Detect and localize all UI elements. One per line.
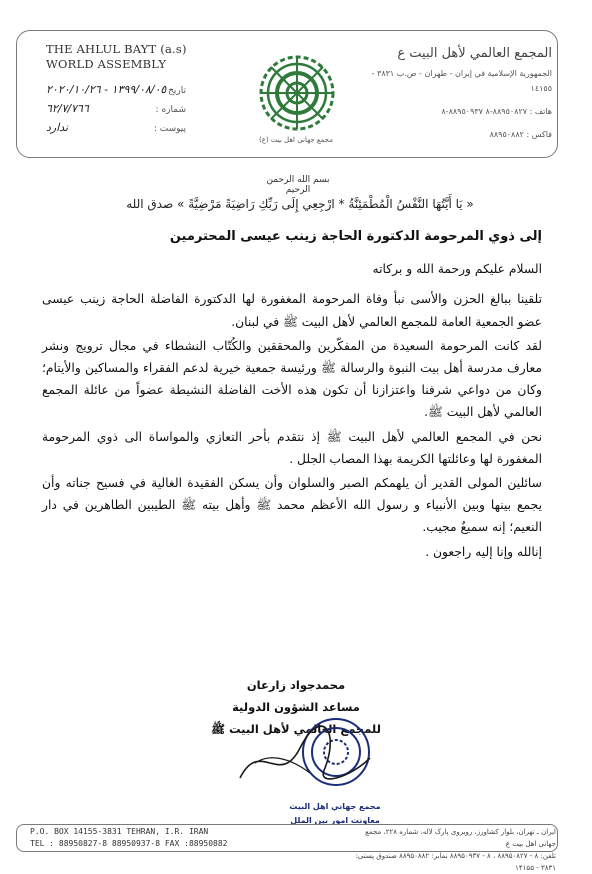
footer-fa-line1: ایران ـ تهران، بلوار کشاورز، روبروی پارک لاله، شماره ۲۲۸، مجمع جهانی اهل بیت ع — [365, 828, 556, 848]
paragraph-prayer: سائلين المولى القدير أن يلهمكم الصبر والسلوان وأن يسكن الفقيدة الغالية في فسيح جناته وأن يجمع بينها وبين الأنبياء و رسول الله الأعظم محمد ﷺ وأهل بيته ﷺ الطيبين الطاهرين في دار النعيم؛ إنه سميعٌ مجيب. — [42, 476, 542, 535]
address-line-1: الجمهورية الإسلامية في إيران - طهران - ص.ب ٣٨٣١ - ١٤١٥٥ — [371, 69, 552, 93]
basmala: بسم الله الرحمن الرحيم — [266, 175, 330, 195]
org-name-en-line2: WORLD ASSEMBLY — [46, 57, 167, 71]
date-label: تاريخ : — [162, 86, 186, 96]
seal-line-1: مجمع جهاني اهل البيت — [289, 802, 381, 811]
org-address-ar — [362, 66, 552, 150]
paragraph-condolences: نحن في المجمع العالمي لأهل البيت ﷺ إذ نتقدم بأحر التعازي والمواساة الى ذوي المرحومة المغفورة لها وعائلتها الكريمة بهذا المصاب الجلل . — [42, 429, 542, 466]
seal-line-2: معاونت امور بين الملل — [290, 816, 380, 825]
org-name-ar: المجمع العالمي لأهل البيت ع — [397, 46, 552, 61]
attachment-label: پیوست : — [153, 124, 186, 134]
closing-line: إنالله وإنا إليه راجعون . — [425, 544, 542, 559]
footer-contact-fa — [346, 826, 556, 874]
footer-en-line1: P.O. BOX 14155-3831 TEHRAN, I.R. IRAN — [30, 827, 209, 836]
letter-body — [42, 226, 542, 565]
signatory-org: للمجمع العالمي لأهل البيت ﷺ — [211, 722, 381, 736]
number-label: شماره : — [155, 105, 186, 115]
recipient-line: إلى ذوي المرحومة الدكتورة الحاجة زينب عيسى المحترمين — [169, 229, 542, 244]
paragraph-condolence-news: تلقينا ببالغ الحزن والأسى نبأ وفاة المرحومة المغفورة لها الدكتورة الفاضلة الحاجة زينب عيسى عضو الجمعية العامة للمجمع العالمي لأهل البيت ﷺ في لبنان. — [42, 292, 542, 329]
date-value: ١٣٩٩/٠٨/٠٥ - ٢٠٢٠/١٠/٢٦ — [46, 83, 167, 96]
address-line-2: هاتف : ٨٨٩٥٠٨٢٧-٨ ٨٨٩٥٠٩٣٧-٨ — [441, 107, 552, 116]
footer-en-line2: TEL : 88950827-8 88950937-8 FAX :88950882 — [30, 839, 228, 848]
letter-metadata — [46, 83, 186, 143]
attachment-row — [46, 121, 186, 143]
paragraph-biography: لقد كانت المرحومة السعيدة من المفكّرين والمحققين والكُتّاب النشطاء في مجال ترويج ونشر معارف مدرسة أهل بيت النبوة والرسالة ﷺ ورئيسة جمعية خيرية لدعم الفقراء والمساكين والأيتام؛ وكان من دواعي شرفنا واعتزازنا أن تكون هذه الأخت الفاضلة النشيطة عضواً من عائلة المجمع العالمي لأهل البيت ﷺ. — [42, 338, 542, 420]
quran-verse: « يَا أَيَّتُهَا النَّفْسُ الْمُطْمَئِنَّةُ * ارْجِعِي إِلَى رَبِّكِ رَاضِيَةً مَرْضِيَّةً » صدق الله — [126, 197, 474, 211]
footer-fa-line2: تلفن: ۸ - ۸۸۹۵۰۸۲۷ ، ۸ - ۸۸۹۵۰۹۳۷ نمابر: ۸۸۹۵۰۸۸۲ صندوق پستی: ۳۸۳۱ - ۱۴۱۵۵ — [355, 852, 556, 872]
assembly-logo-icon — [256, 52, 338, 134]
logo-caption: مجمع جهانی اهل بیت (ع) — [259, 136, 333, 144]
org-name-en — [46, 42, 196, 72]
signatory-name: محمدجواد زارعان — [246, 678, 346, 692]
signatory-title: مساعد الشؤون الدولية — [232, 700, 360, 714]
footer-contact-en — [30, 826, 260, 850]
attachment-value: ندارد — [46, 121, 69, 134]
handwritten-signature-icon — [230, 718, 380, 794]
address-line-3: فاكس : ٨٨٩٥٠٨٨٢ — [489, 130, 552, 139]
org-name-en-line1: THE AHLUL BAYT (a.s) — [46, 42, 187, 56]
greeting-line: السلام عليكم ورحمة الله و بركاته — [372, 262, 542, 277]
number-value: ٦٢/٧/٧٦٦ — [46, 102, 89, 115]
